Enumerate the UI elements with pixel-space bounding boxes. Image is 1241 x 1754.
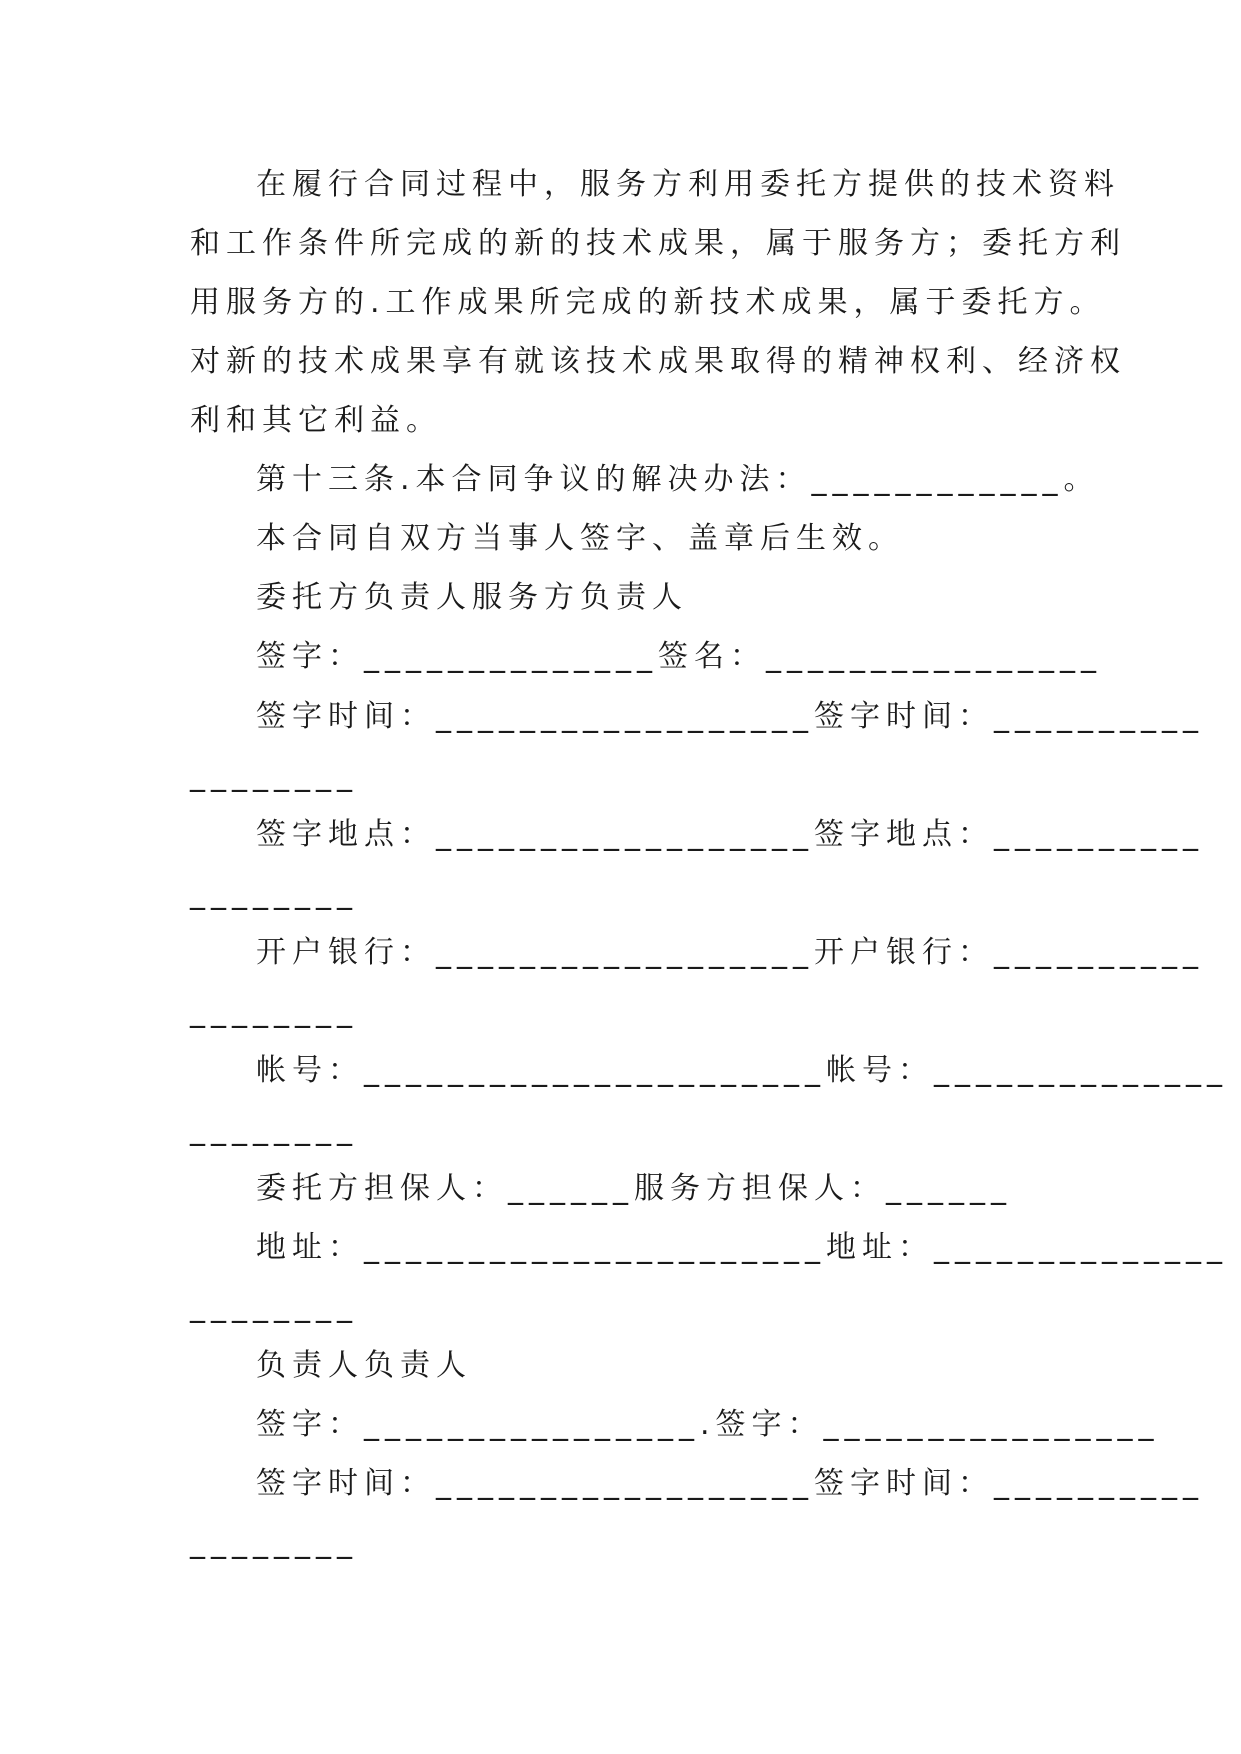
responsible-person-heading: 负责人负责人 (256, 1348, 472, 1383)
guarantor-signing-date-line-continued: ________ (190, 1525, 358, 1560)
signatory-heading: 委托方负责人服务方负责人 (256, 580, 688, 615)
signature-field-line: 签字：______________签名：________________ (256, 639, 1102, 674)
effective-clause: 本合同自双方当事人签字、盖章后生效。 (256, 521, 904, 556)
account-line: 帐号：______________________帐号：______________ (256, 1053, 1228, 1088)
paragraph-line: 对新的技术成果享有就该技术成果取得的精神权利、经济权 (190, 344, 1126, 379)
bank-line: 开户银行：__________________开户银行：__________ (256, 935, 1204, 970)
paragraph-line: 用服务方的.工作成果所完成的新技术成果，属于委托方。 (190, 285, 1106, 320)
signing-date-line-continued: ________ (190, 758, 358, 793)
guarantor-line: 委托方担保人：______服务方担保人：______ (256, 1171, 1012, 1206)
signing-place-line: 签字地点：__________________签字地点：__________ (256, 817, 1204, 852)
guarantor-signing-date-line: 签字时间：__________________签字时间：__________ (256, 1466, 1204, 1501)
dispute-resolution-clause: 第十三条.本合同争议的解决办法：____________。 (256, 462, 1100, 497)
signing-place-line-continued: ________ (190, 876, 358, 911)
bank-line-continued: ________ (190, 994, 358, 1029)
address-line: 地址：______________________地址：______________ (256, 1230, 1228, 1265)
paragraph-line: 和工作条件所完成的新的技术成果，属于服务方；委托方利 (190, 226, 1126, 261)
paragraph-line: 利和其它利益。 (190, 403, 442, 438)
address-line-continued: ________ (190, 1289, 358, 1324)
signing-date-line: 签字时间：__________________签字时间：__________ (256, 699, 1204, 734)
paragraph-line: 在履行合同过程中，服务方利用委托方提供的技术资料 (256, 167, 1120, 202)
guarantor-signature-line: 签字：________________.签字：________________ (256, 1407, 1160, 1442)
account-line-continued: ________ (190, 1112, 358, 1147)
